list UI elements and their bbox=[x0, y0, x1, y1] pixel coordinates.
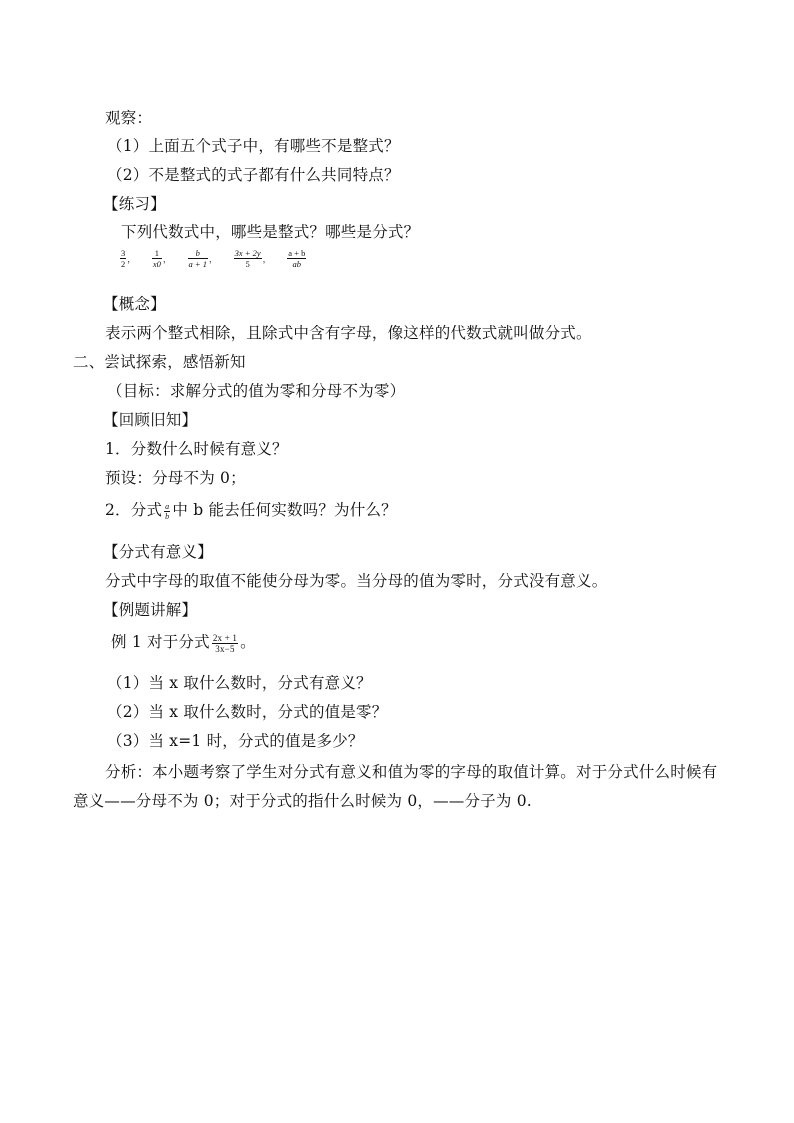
practice-fraction-5 bbox=[287, 248, 306, 269]
example-header: 【例题讲解】 bbox=[103, 601, 198, 619]
example-1-prefix: 例 1 对于分式 bbox=[111, 633, 210, 651]
concept-header: 【概念】 bbox=[103, 295, 166, 313]
fraction-denominator: x0 bbox=[152, 259, 161, 269]
review-question-2 bbox=[105, 500, 397, 521]
fraction-separator: ， bbox=[162, 254, 172, 265]
practice-fraction-list bbox=[119, 248, 307, 269]
practice-fraction-2 bbox=[152, 248, 162, 269]
example-question-1: （1）当 x 取什么数时，分式有意义？ bbox=[107, 674, 372, 692]
concept-text: 表示两个整式相除，且除式中含有字母，像这样的代数式就叫做分式。 bbox=[105, 324, 592, 342]
observe-question-1: （1）上面五个式子中，有哪些不是整式？ bbox=[107, 137, 400, 155]
fraction-denominator: ab bbox=[287, 258, 306, 269]
fraction-denominator: 5 bbox=[234, 258, 262, 269]
fraction-numerator: 3 bbox=[121, 248, 126, 258]
fraction-numerator: a + b bbox=[288, 248, 306, 258]
meaning-header: 【分式有意义】 bbox=[103, 543, 213, 561]
practice-header: 【练习】 bbox=[103, 195, 166, 213]
review-fraction bbox=[164, 502, 170, 521]
fraction-separator: ， bbox=[209, 254, 218, 265]
fraction-separator: ， bbox=[262, 254, 272, 265]
review-question-2-prefix: 2．分式 bbox=[105, 501, 163, 519]
example-1-suffix: 。 bbox=[240, 633, 256, 651]
fraction-denominator: a + 1 bbox=[188, 259, 207, 269]
fraction-numerator: 2x + 1 bbox=[212, 632, 238, 643]
practice-fraction-1 bbox=[120, 248, 126, 269]
review-question-1: 1．分数什么时候有意义？ bbox=[105, 440, 288, 458]
preset-answer: 预设：分母不为 0； bbox=[105, 469, 246, 487]
example-question-2: （2）当 x 取什么数时，分式的值是零？ bbox=[107, 703, 388, 721]
review-header: 【回顾旧知】 bbox=[103, 411, 198, 429]
analysis-line-2: 意义——分母不为 0；对于分式的指什么时候为 0，——分子为 0. bbox=[73, 792, 532, 810]
fraction-denominator: 2 bbox=[121, 259, 126, 269]
example-1-statement bbox=[111, 632, 256, 654]
example-fraction bbox=[212, 633, 238, 654]
observe-label: 观察： bbox=[105, 109, 153, 127]
practice-fraction-4 bbox=[234, 248, 262, 269]
practice-prompt: 下列代数式中，哪些是整式？哪些是分式？ bbox=[121, 223, 420, 241]
fraction-separator: ， bbox=[127, 254, 136, 265]
fraction-numerator: b bbox=[195, 248, 200, 258]
section-2-title: 二、尝试探索，感悟新知 bbox=[73, 353, 246, 371]
fraction-denominator: b bbox=[165, 511, 170, 521]
fraction-denominator: 3x−5 bbox=[212, 643, 238, 654]
practice-fraction-3 bbox=[188, 248, 209, 269]
analysis-line-1: 分析：本小题考察了学生对分式有意义和值为零的字母的取值计算。对于分式什么时候有 bbox=[105, 763, 718, 781]
section-2-goal: （目标：求解分式的值为零和分母不为零） bbox=[107, 382, 406, 400]
fraction-numerator: 3x + 2y bbox=[234, 248, 261, 258]
fraction-numerator: 1 bbox=[154, 248, 159, 258]
example-question-3: （3）当 x=1 时，分式的值是多少？ bbox=[107, 732, 364, 750]
review-question-2-suffix: 中 b 能去任何实数吗？为什么？ bbox=[172, 501, 397, 519]
meaning-text: 分式中字母的取值不能使分母为零。当分母的值为零时，分式没有意义。 bbox=[105, 572, 608, 590]
observe-question-2: （2）不是整式的式子都有什么共同特点？ bbox=[107, 166, 400, 184]
fraction-numerator: a bbox=[165, 501, 170, 511]
